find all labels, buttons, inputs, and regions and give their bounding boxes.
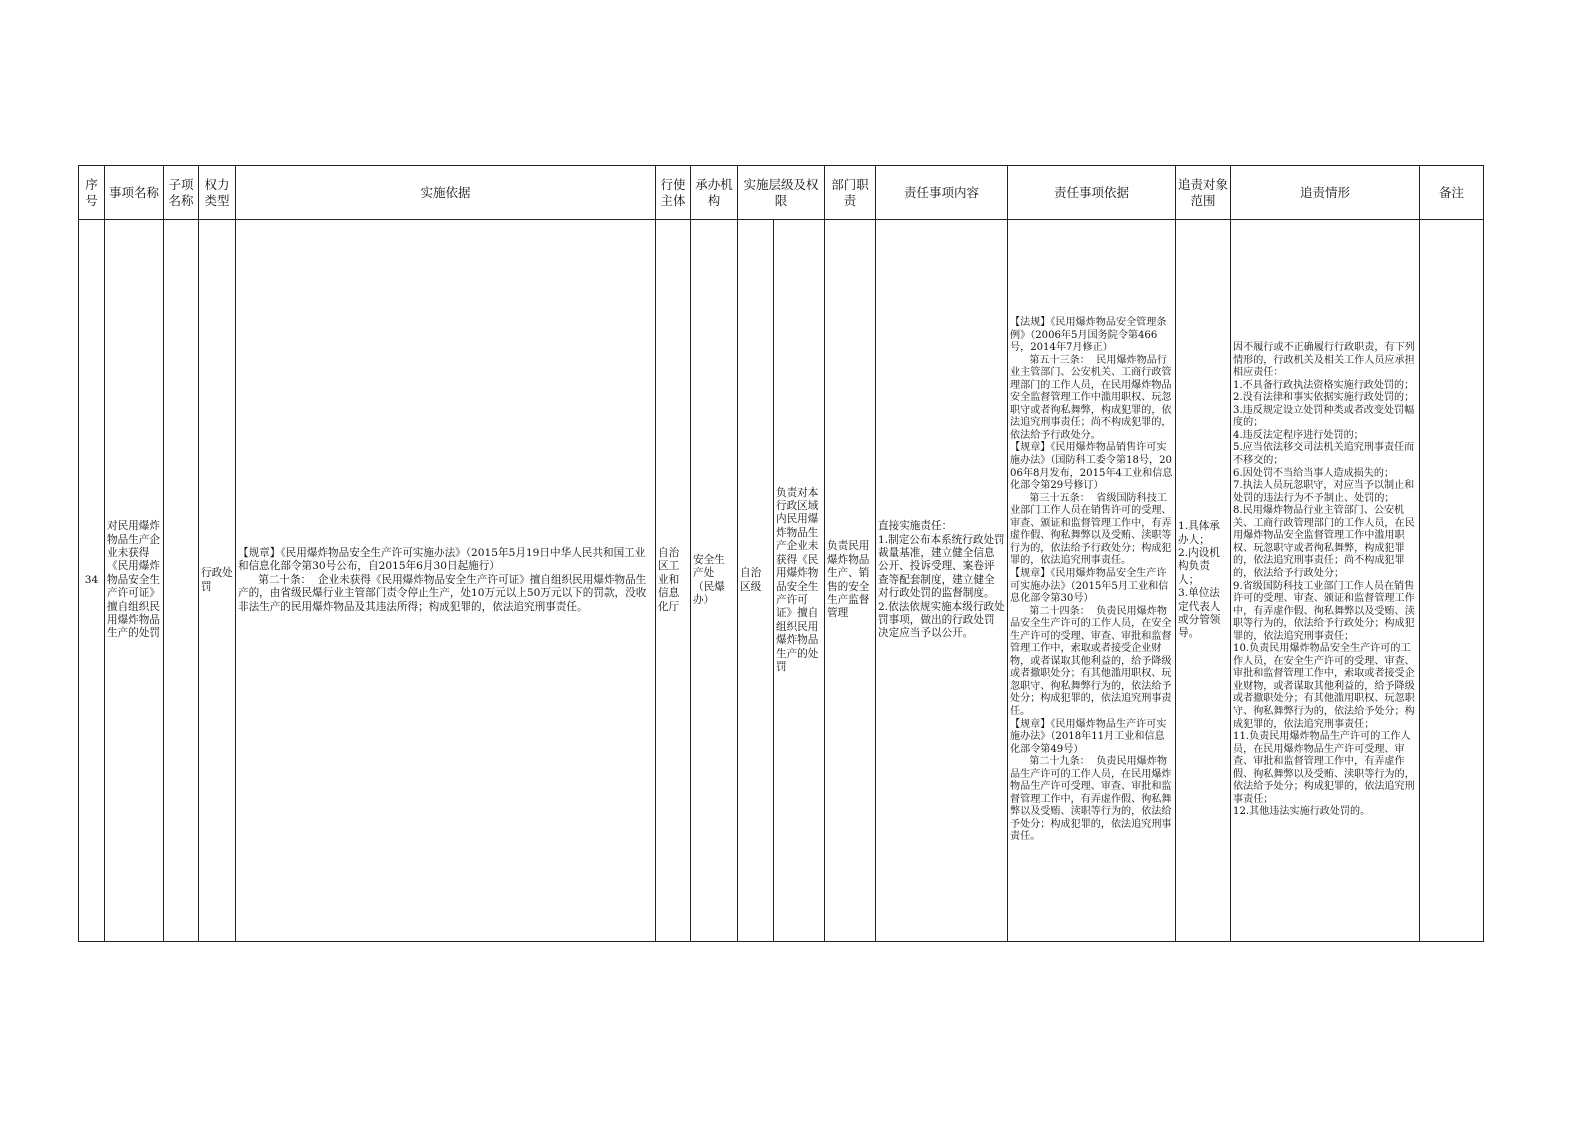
cell-resp-basis: 【法规】《民用爆炸物品安全管理条例》（2006年5月国务院令第466号，2014年7月修正） 第五十三条： 民用爆炸物品行业主管部门、公安机关、工商行政管理部门的工作人员，在民用爆炸物品安全监督管理工作中滥用职权、玩忽职守或者徇私舞弊，构成犯罪的，依法追究刑事责任；尚不构成犯罪的，依法给予行政处分。 【规章】《民用爆炸物品销售许可实施办法》（国防科工委令第18号，2006年8月发布，2015年4工业和信息化部令第29号修订） 第三十五条： 省级国防科技工业部门工作人员在销售许可的受理、审查、颁证和监督管理工作中，有弄虚作假、徇私舞弊以及受贿、渎职等行为的，依法给予行政处分；构成犯罪的，依法追究刑事责任。 【规章】《民用爆炸物品安全生产许可实施办法》（2015年5月工业和信息化部令第30号） 第二十四条： 负责民用爆炸物品安全生产许可的工作人员，在安全生产许可的受理、审查、审批和监督管理工作中，索取或者接受企业财物，或者谋取其他利益的，给予降级或者撤职处分；有其他滥用职权、玩忽职守、徇私舞弊行为的，依法给予处分；构成犯罪的，依法追究刑事责任。 【规章】《民用爆炸物品生产许可实施办法》（2018年11月工业和信息化部令第49号） 第二十九条： 负责民用爆炸物品生产许可的工作人员，在民用爆炸物品生产许可受理、审查、审批和监督管理工作中，有弄虚作假、徇私舞弊以及受贿、渎职等行为的，依法给予处分；构成犯罪的，依法追究刑事责任。 <box>1008 220 1176 942</box>
cell-level: 自治区级 <box>738 220 774 942</box>
header-scope: 追责对象范围 <box>1176 166 1231 220</box>
cell-basis: 【规章】《民用爆炸物品安全生产许可实施办法》（2015年5月19日中华人民共和国工业和信息化部令第30号公布，自2015年6月30日起施行） 第二十条： 企业未获得《民用爆炸物品安全生产许可证》擅自组织民用爆炸物品生产的，由省级民爆行业主管部门责令停止生产，处10万元以上50万元以下的罚款，没收非法生产的民用爆炸物品及其违法所得；构成犯罪的，依法追究刑事责任。 <box>236 220 656 942</box>
header-resp-content: 责任事项内容 <box>876 166 1008 220</box>
header-situation: 追责情形 <box>1231 166 1420 220</box>
header-item-name: 事项名称 <box>105 166 164 220</box>
cell-sub-item <box>164 220 199 942</box>
header-row <box>79 166 1484 220</box>
header-seq: 序号 <box>79 166 105 220</box>
header-level: 实施层级及权限 <box>738 166 825 220</box>
cell-resp-content: 直接实施责任： 1.制定公布本系统行政处罚裁量基准，建立健全信息公开、投诉受理、案卷评查等配套制度，建立健全对行政处罚的监督制度。 2.依法依规实施本级行政处罚事项，做出的行政处罚决定应当予以公开。 <box>876 220 1008 942</box>
header-basis: 实施依据 <box>236 166 656 220</box>
cell-scope: 1.具体承办人； 2.内设机构负责人； 3.单位法定代表人或分管领导。 <box>1176 220 1231 942</box>
header-remark: 备注 <box>1420 166 1484 220</box>
header-sub-item: 子项名称 <box>164 166 199 220</box>
table-row <box>79 220 1484 942</box>
cell-item-name: 对民用爆炸物品生产企业未获得《民用爆炸物品安全生产许可证》擅自组织民用爆炸物品生产的处罚 <box>105 220 164 942</box>
header-resp-basis: 责任事项依据 <box>1008 166 1176 220</box>
header-subject: 行使主体 <box>656 166 691 220</box>
cell-remark <box>1420 220 1484 942</box>
cell-situation: 因不履行或不正确履行行政职责，有下列情形的，行政机关及相关工作人员应承担相应责任： 1.不具备行政执法资格实施行政处罚的； 2.没有法律和事实依据实施行政处罚的； 3.违反规定设立处罚种类或者改变处罚幅度的； 4.违反法定程序进行处罚的； 5.应当依法移交司法机关追究刑事责任而不移交的； 6.因处罚不当给当事人造成损失的； 7.执法人员玩忽职守，对应当予以制止和处罚的违法行为不予制止、处罚的； 8.民用爆炸物品行业主管部门、公安机关、工商行政管理部门的工作人员，在民用爆炸物品安全监督管理工作中滥用职权、玩忽职守或者徇私舞弊，构成犯罪的，依法追究刑事责任；尚不构成犯罪的，依法给予行政处分； 9.省级国防科技工业部门工作人员在销售许可的受理、审查、颁证和监督管理工作中，有弄虚作假、徇私舞弊以及受贿、渎职等行为的，依法给予行政处分；构成犯罪的，依法追究刑事责任； 10.负责民用爆炸物品安全生产许可的工作人员，在安全生产许可的受理、审查、审批和监督管理工作中，索取或者接受企业财物，或者谋取其他利益的，给予降级或者撤职处分；有其他滥用职权、玩忽职守、徇私舞弊行为的，依法给予处分；构成犯罪的，依法追究刑事责任； 11.负责民用爆炸物品生产许可的工作人员，在民用爆炸物品生产许可受理、审查、审批和监督管理工作中，有弄虚作假、徇私舞弊以及受贿、渎职等行为的，依法给予处分；构成犯罪的，依法追究刑事责任； 12.其他违法实施行政处罚的。 <box>1231 220 1420 942</box>
header-power-type: 权力类型 <box>199 166 236 220</box>
cell-duty: 负责民用爆炸物品生产、销售的安全生产监督管理 <box>825 220 876 942</box>
cell-power-type: 行政处罚 <box>199 220 236 942</box>
header-duty: 部门职责 <box>825 166 876 220</box>
cell-subject: 自治区工业和信息化厅 <box>656 220 691 942</box>
cell-authority: 负责对本行政区域内民用爆炸物品生产企业未获得《民用爆炸物品安全生产许可证》擅自组织民用爆炸物品生产的处罚 <box>774 220 825 942</box>
responsibility-table <box>78 165 1484 942</box>
cell-undertaker: 安全生产处（民爆办） <box>691 220 738 942</box>
header-undertaker: 承办机构 <box>691 166 738 220</box>
cell-seq: 34 <box>79 220 105 942</box>
